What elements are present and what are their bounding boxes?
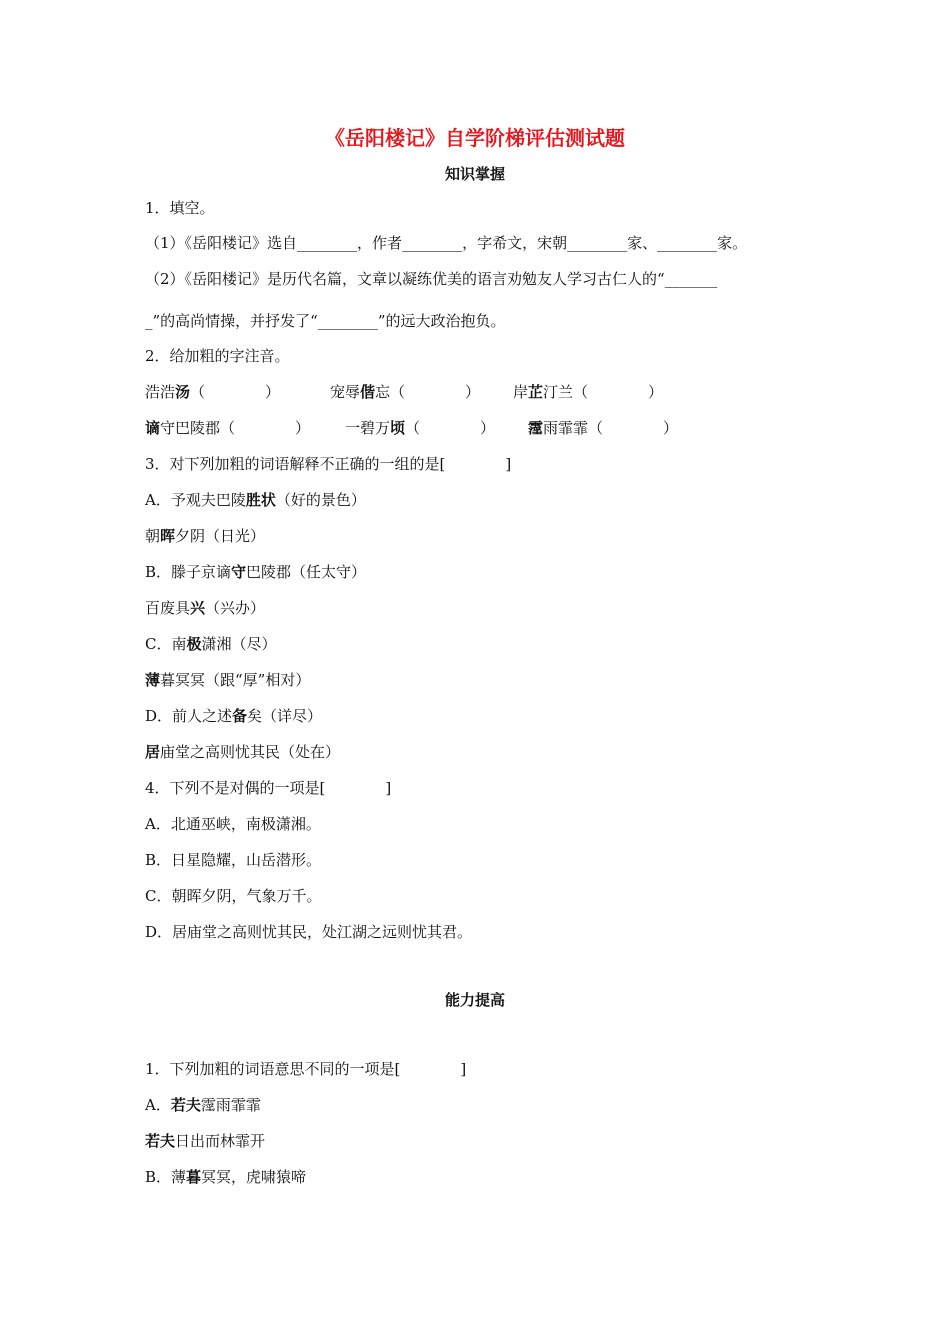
section-heading-ability: 能力提高 — [444, 991, 505, 1009]
q4-option-c: C．朝晖夕阴，气象万千。 — [145, 887, 322, 905]
q3-option-b1: B．滕子京谪守巴陵郡（任太守） — [145, 563, 367, 581]
q4-option-d: D．居庙堂之高则忧其民，处江湖之远则忧其君。 — [145, 923, 473, 941]
q2-stem: 2．给加粗的字注音。 — [145, 347, 290, 365]
q4-stem: 4．下列不是对偶的一项是[ ] — [145, 779, 392, 797]
q3-option-b2: 百废具兴（兴办） — [145, 599, 266, 617]
q4-option-b: B．日星隐耀，山岳潜形。 — [145, 851, 322, 869]
q2-item: 一碧万顷（ ） — [345, 419, 496, 437]
q2-item: 浩浩汤（ ） — [145, 383, 281, 401]
q1-part1: （1）《岳阳楼记》选自________，作者________，字希文，宋朝________家、________家。 — [145, 234, 748, 252]
q3-option-c2: 薄暮冥冥（跟“厚”相对） — [145, 671, 311, 689]
q4-option-a: A．北通巫峡，南极潇湘。 — [145, 815, 321, 833]
q3-option-a2: 朝晖夕阴（日光） — [145, 527, 266, 545]
s2-q1-option-b1: B．薄暮冥冥，虎啸猿啼 — [145, 1168, 307, 1186]
s2-q1-option-a1: A．若夫霪雨霏霏 — [145, 1096, 261, 1114]
q1-part2-line1: （2）《岳阳楼记》是历代名篇，文章以凝练优美的语言劝勉友人学习古仁人的“_______ — [145, 270, 718, 288]
q1-part2-line2: _”的高尚情操，并抒发了“________”的远大政治抱负。 — [145, 312, 506, 330]
q2-item: 宠辱偕忘（ ） — [330, 383, 481, 401]
q3-option-d1: D．前人之述备矣（详尽） — [145, 707, 323, 725]
q3-option-a1: A．予观夫巴陵胜状（好的景色） — [145, 491, 366, 509]
q2-item: 霪雨霏霏（ ） — [528, 419, 679, 437]
page-title: 《岳阳楼记》自学阶梯评估测试题 — [325, 126, 625, 150]
q1-stem: 1．填空。 — [145, 199, 215, 217]
s2-q1-option-a2: 若夫日出而林霏开 — [145, 1132, 266, 1150]
q3-stem: 3．对下列加粗的词语解释不正确的一组的是[ ] — [145, 455, 512, 473]
q2-item: 谪守巴陵郡（ ） — [145, 419, 311, 437]
q3-option-c1: C．南极潇湘（尽） — [145, 635, 277, 653]
s2-q1-stem: 1．下列加粗的词语意思不同的一项是[ ] — [145, 1060, 467, 1078]
section-heading-knowledge: 知识掌握 — [444, 165, 505, 183]
q3-option-d2: 居庙堂之高则忧其民（处在） — [145, 743, 341, 761]
q2-item: 岸芷汀兰（ ） — [513, 383, 664, 401]
